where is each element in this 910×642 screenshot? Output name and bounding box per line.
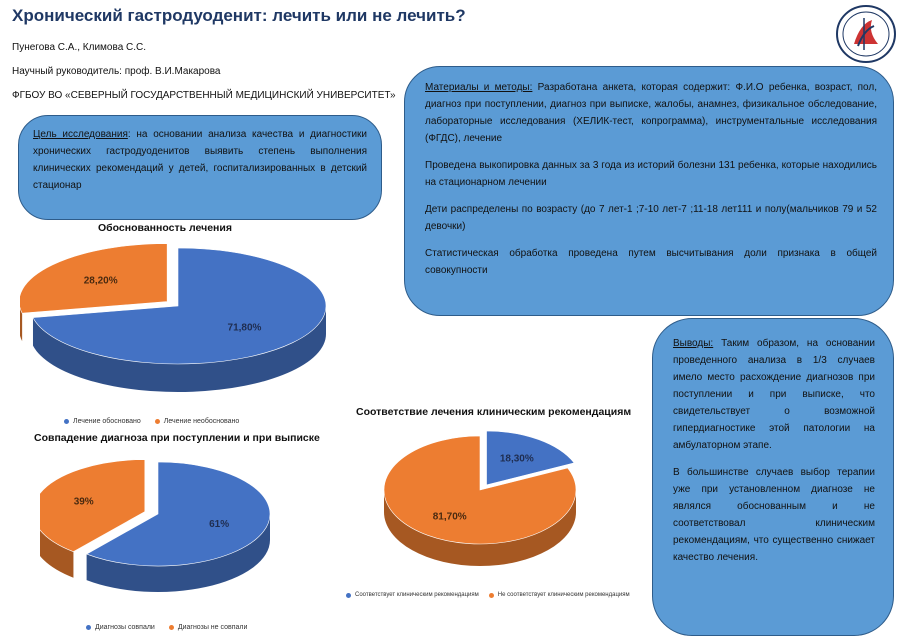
methods-statistics: Статистическая обработка проведена путем высчитывания доли признака в общей совокупности <box>425 248 877 276</box>
chart-guidelines-compliance-title: Соответствие лечения клиническим рекомендациям <box>356 406 632 418</box>
pie-data-label: 81,70% <box>432 511 467 523</box>
pie-data-label: 39% <box>73 496 94 508</box>
goal-box <box>18 115 382 220</box>
pie-data-label: 18,30% <box>499 453 534 465</box>
authors: Пунегова С.А., Климова С.С. <box>12 42 147 53</box>
methods-distribution: Дети распределены по возрасту (до 7 лет-1 ;7-10 лет-7 ;11-18 лет111 и полу(мальчиков 79 и 52 девочки) <box>425 204 877 232</box>
chart-guidelines-compliance <box>376 428 596 588</box>
methods-sample: Проведена выкопировка данных за 3 года из историй болезни 131 ребенка, которые находились на стационарном лечении <box>425 160 877 188</box>
chart-treatment-justification-legend <box>64 418 239 425</box>
legend-item <box>155 418 240 425</box>
methods-text: Разработана анкета, которая содержит: Ф.И.О ребенка, возраст, пол, диагноз при поступлении, диагноз при выписке, жалобы, анамнез, физикальное обследование, лабораторные исследования (ХЕЛИК-тест, копрограмма), инструментальные исследования (ФГДС), лечение <box>425 82 878 144</box>
chart-diagnosis-match-legend <box>86 624 247 631</box>
chart-guidelines-compliance-legend <box>346 592 630 598</box>
legend-label: Не соответствует клиническим рекомендациям <box>497 592 630 598</box>
legend-label: Лечение необосновано <box>163 418 240 425</box>
chart-diagnosis-match-title: Совпадение диагноза при поступлении и при выписке <box>34 432 320 444</box>
legend-item <box>169 624 248 631</box>
legend-label: Диагнозы не совпали <box>177 624 248 631</box>
chart-treatment-justification <box>20 236 350 406</box>
methods-heading: Материалы и методы: <box>425 82 533 93</box>
conclusions-text: Таким образом, на основании проведенного анализа в 1/3 случаев имело место расхождение диагнозов при поступлении и при выписке, что свидетельствует о возможной гипердиагностике этой патологии на амбулаторном этапе. <box>673 338 875 451</box>
goal-heading: Цель исследования <box>33 129 128 140</box>
institution: ФГБОУ ВО «СЕВЕРНЫЙ ГОСУДАРСТВЕННЫЙ МЕДИЦИНСКИЙ УНИВЕРСИТЕТ» <box>12 90 396 101</box>
legend-label: Диагнозы совпали <box>95 624 155 631</box>
conclusions-therapy: В большинстве случаев выбор терапии уже при установленном диагнозе не являлся обоснованным и не соответствовал клиническим рекомендациям, что существенно снижает качество лечения. <box>673 467 875 563</box>
conclusions-heading: Выводы: <box>673 338 714 349</box>
legend-item <box>489 592 630 598</box>
page-title: Хронический гастродуоденит: лечить или не лечить? <box>12 6 466 25</box>
methods-box <box>404 66 894 316</box>
supervisor: Научный руководитель: проф. В.И.Макарова <box>12 66 221 77</box>
legend-item <box>64 418 141 425</box>
legend-label: Соответствует клиническим рекомендациям <box>355 592 479 598</box>
pie-data-label: 71,80% <box>227 322 262 334</box>
pie-data-label: 28,20% <box>83 275 118 287</box>
chart-diagnosis-match <box>40 452 300 612</box>
pie-data-label: 61% <box>209 519 230 531</box>
chart-treatment-justification-title: Обоснованность лечения <box>98 222 232 234</box>
legend-item <box>346 592 479 598</box>
conclusions-box <box>652 318 894 636</box>
legend-label: Лечение обосновано <box>73 418 141 425</box>
legend-item <box>86 624 155 631</box>
goal-text: : на основании анализа качества и диагностики хронических гастродуоденитов выявить степень выполнения клинических рекомендаций у детей, госпитализированных в детский стационар <box>33 129 367 191</box>
university-logo-icon <box>834 4 898 64</box>
